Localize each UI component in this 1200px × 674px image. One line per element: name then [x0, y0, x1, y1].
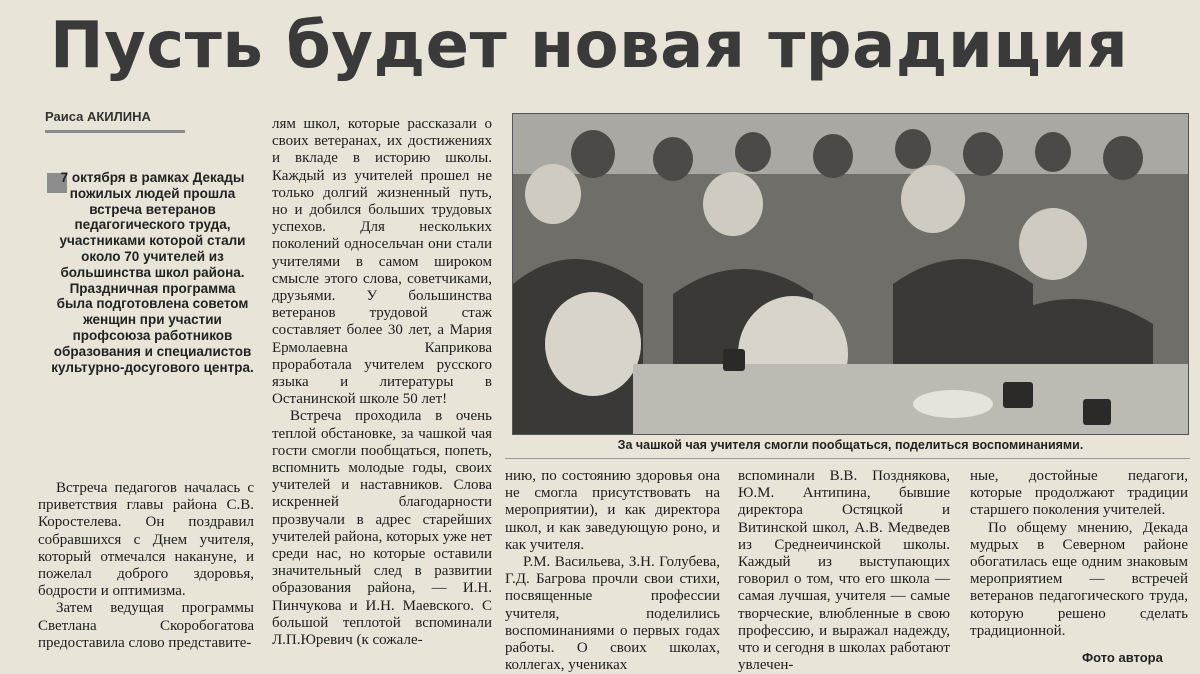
article-lead: 7 октября в рамках Декады пожилых людей прошла встреча ветеранов педагогического труда, участниками которой стали около 70 учителей из большинства школ района. Праздничная программа была подготовлена советом женщин при участии профсоюза работников образования и специалистов культурно-досугового центра. [51, 170, 254, 375]
paragraph: ные, достойные педагоги, которые продолжают традиции старшего поколения учителей. [970, 468, 1188, 519]
text-column-5 [970, 468, 1188, 640]
photo-caption: За чашкой чая учителя смогли пообщаться, поделиться воспоминаниями. [617, 438, 1084, 452]
paragraph: Р.М. Васильева, З.Н. Голубева, Г.Д. Багрова прочли свои стихи, посвященные профессии учителя, поделились воспоминаниями о первых годах работы. О своих школах, коллегах, учениках [505, 554, 720, 674]
paragraph: лям школ, которые рассказали о своих ветеранах, их достижениях и вкладе в историю школы. Каждый из учителей прошел не только долгий жизненный путь, но и добился больших трудовых успехов. Для нескольких поколений односельчан они стали учителями в самом широком смысле этого слова, советчиками, друзьями. У большинства ветеранов трудовой стаж составляет более 30 лет, а Мария Ермолаевна Каприкова проработала учителем русского языка и литературы в Останинской школе 50 лет! [272, 116, 492, 408]
article-headline: Пусть будет новая традиция [50, 9, 1129, 83]
photo-credit: Фото автора [1082, 650, 1163, 665]
paragraph: Встреча педагогов началась с приветствия главы района С.В. Коростелева. Он поздравил собравшихся с Днем учителя, который отмечался накануне, и пожелал доброго здоровья, бодрости и оптимизма. [38, 480, 254, 600]
paragraph: Затем ведущая программы Светлана Скоробогатова предоставила слово представите- [38, 600, 254, 651]
photo-illustration [513, 114, 1189, 435]
text-column-4 [738, 468, 950, 674]
paragraph: вспоминали В.В. Позднякова, Ю.М. Антипина, бывшие директора Остяцкой и Витинской школ, А.В. Медведев из Среднеичинской школы. Каждый из выступающих говорил о том, что его школа — самая лучшая, учителя — самые творческие, влюбленные в свою профессию, и выражал надежду, что и сегодня в школах работают увлечен- [738, 468, 950, 674]
author-name: Раиса АКИЛИНА [45, 109, 151, 124]
text-column-3 [505, 468, 720, 674]
paragraph: нию, по состоянию здоровья она не смогла присутствовать на мероприятии), и как директора школ, и как заведующую роно, и как учителя. [505, 468, 720, 553]
text-column-1 [38, 480, 254, 652]
paragraph: Встреча проходила в очень теплой обстановке, за чашкой чая гости смогли пообщаться, попеть, вспомнить молодые годы, своих учителей и наставников. Слова искренней благодарности прозвучали в адрес старейших учителей района, которых уже нет среди нас, но которые оставили значительный след в развитии образования района, — И.Н. Пинчукова и И.Н. Маевского. С большой теплотой вспоминали Л.П.Юревич (к сожале- [272, 408, 492, 649]
author-byline [45, 108, 185, 133]
text-column-2 [272, 116, 492, 649]
event-photo [512, 113, 1189, 435]
caption-divider [505, 458, 1190, 459]
paragraph: По общему мнению, Декада мудрых в Северном районе обогатилась еще одним знаковым мероприятием — встречей ветеранов педагогического труда, которую решено сделать традиционной. [970, 519, 1188, 639]
